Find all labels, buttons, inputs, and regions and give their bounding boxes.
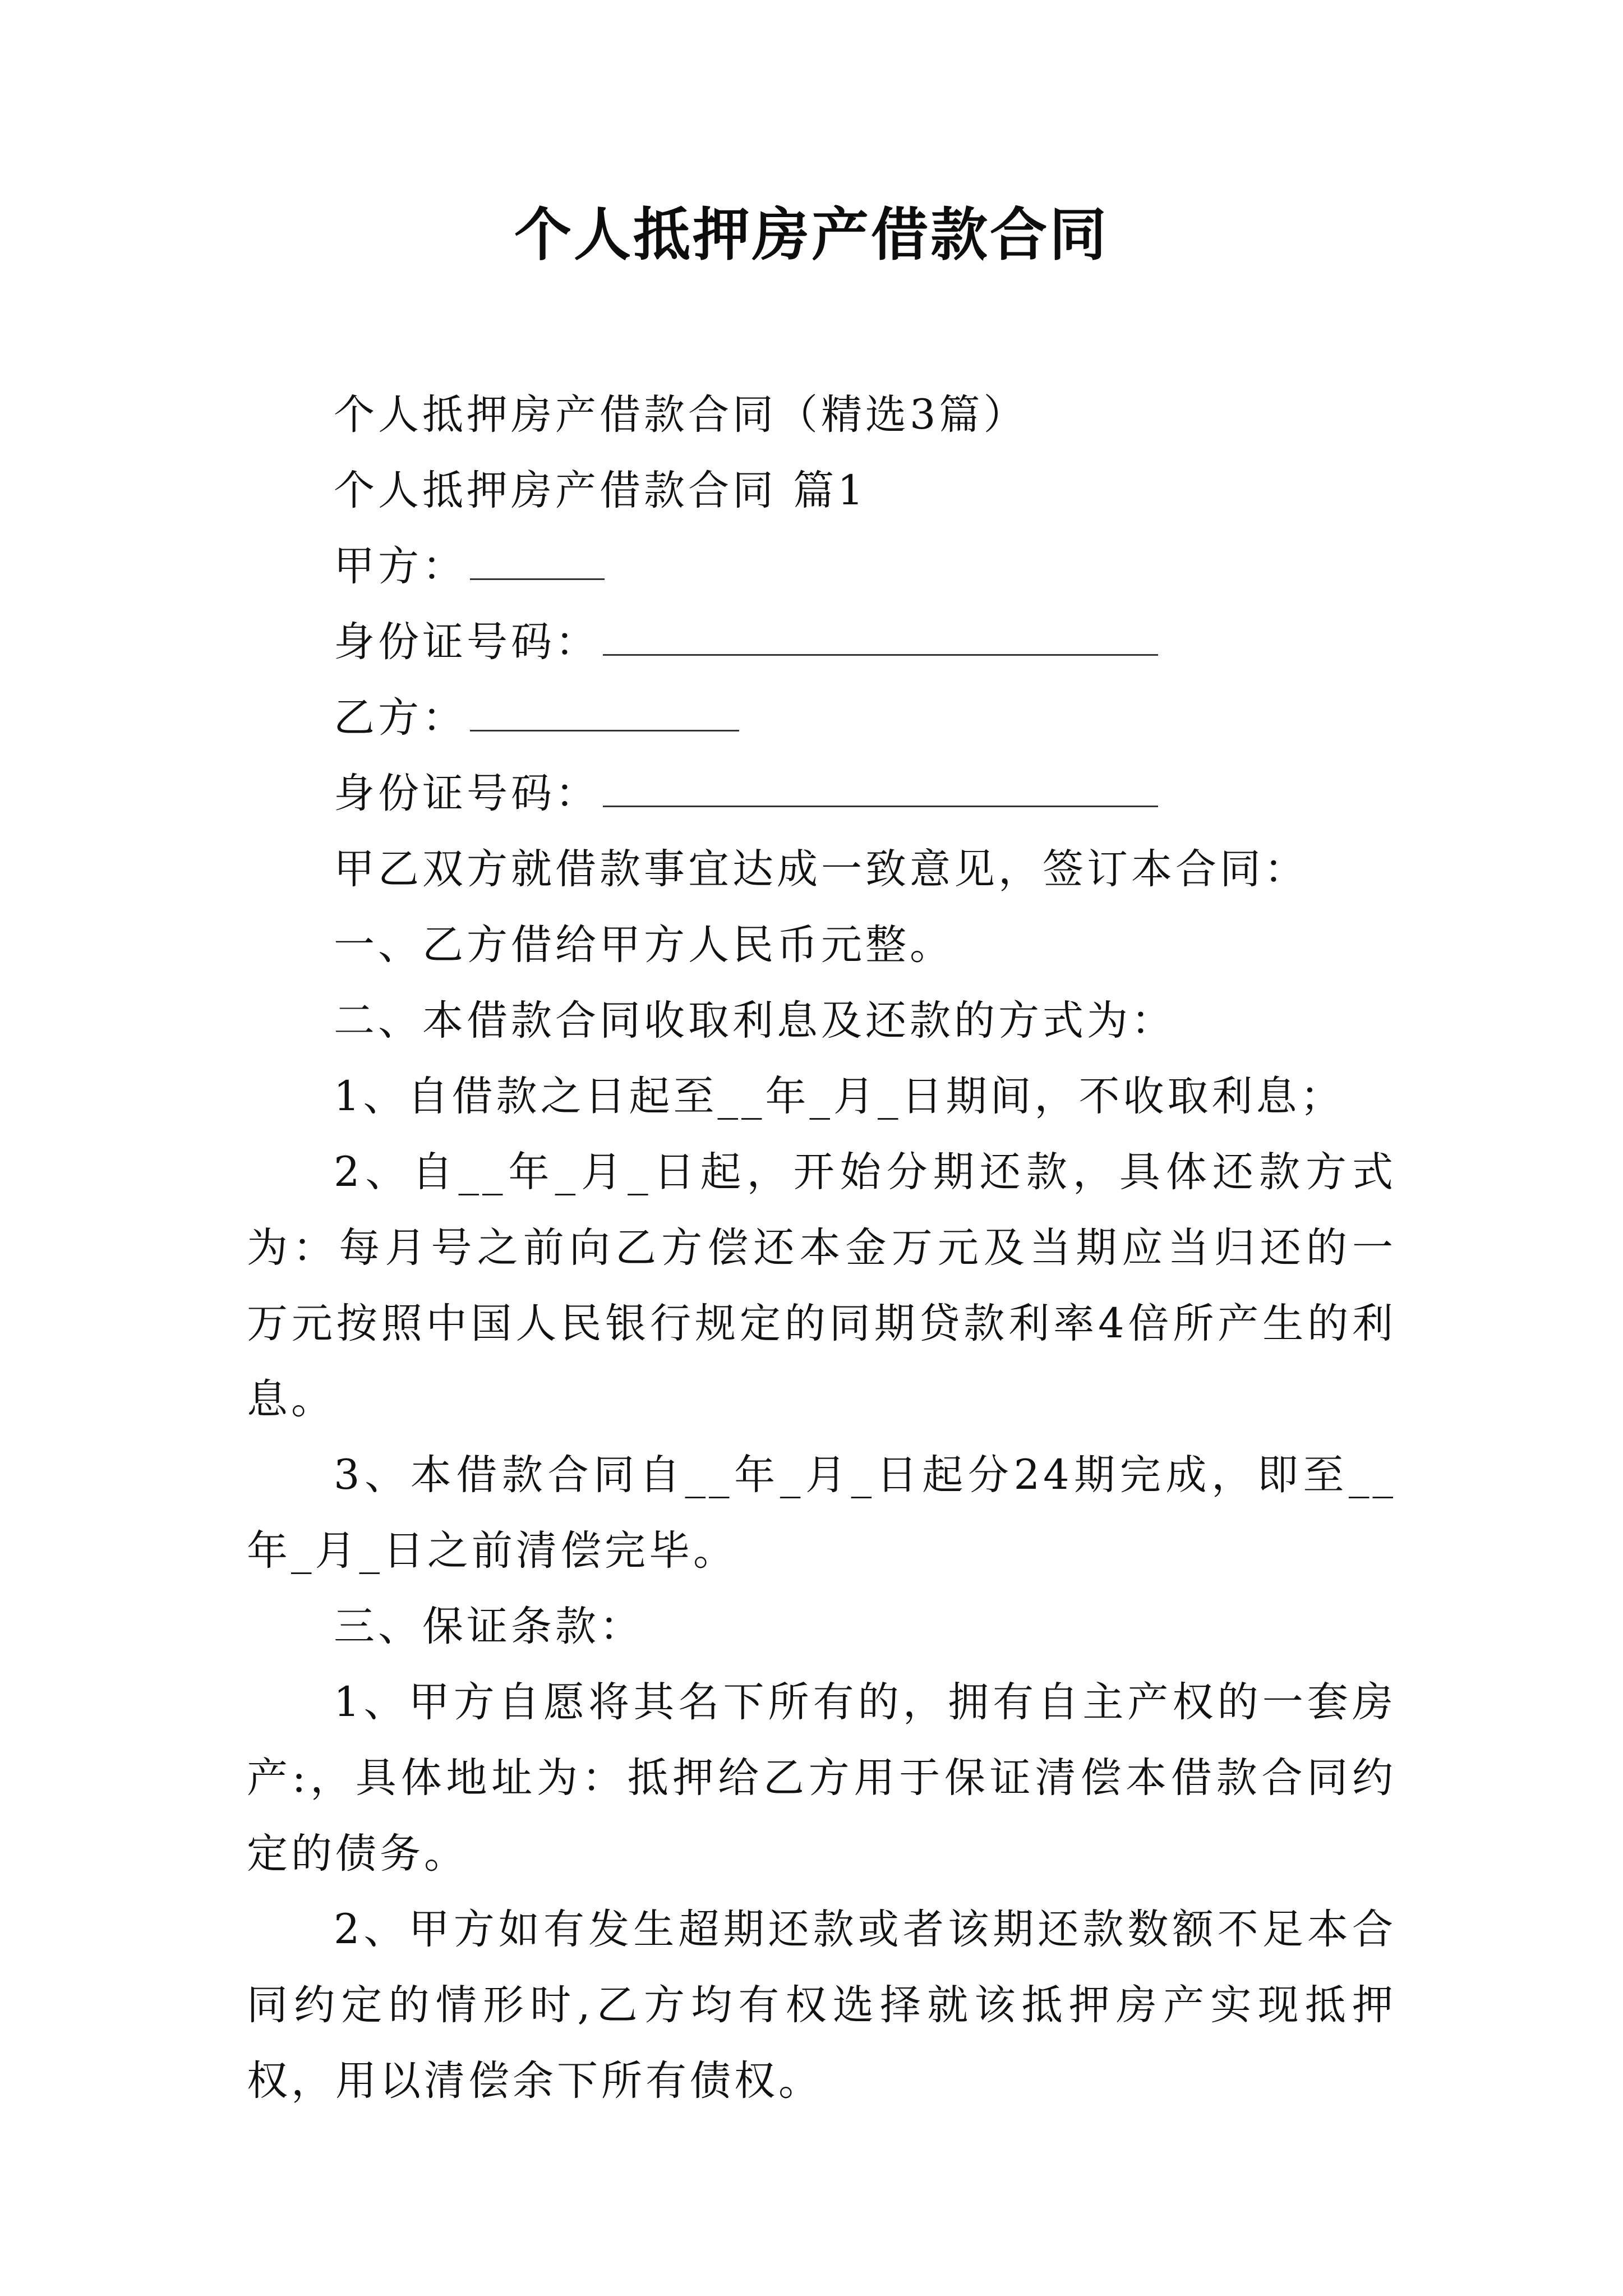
party-b-blank <box>470 696 739 731</box>
clause-3-2: 2、甲方如有发生超期还款或者该期还款数额不足本合同约定的情形时,乙方均有权选择就该抵押房产实现抵押权，用以清偿余下所有债权。 <box>247 1906 1396 2105</box>
clause-2-3: 3、本借款合同自__年_月_日起分24期完成，即至__年_月_日之前清偿完毕。 <box>247 1451 1396 1575</box>
party-b-id-blank <box>603 772 1158 807</box>
party-b-label: 乙方： <box>334 694 467 742</box>
party-a-line <box>247 528 1396 604</box>
section-heading: 个人抵押房产借款合同 篇1 <box>334 467 867 514</box>
document-body <box>247 377 1396 2119</box>
clause-3: 三、保证条款： <box>334 1603 644 1650</box>
party-b-line <box>247 680 1396 756</box>
party-b-id-label: 身份证号码： <box>334 770 600 817</box>
clause-2: 二、本借款合同收取利息及还款的方式为： <box>334 997 1175 1045</box>
party-a-id-label: 身份证号码： <box>334 618 600 666</box>
party-b-id-line <box>247 756 1396 831</box>
clause-2-1: 1、自借款之日起至__年_月_日期间，不收取利息； <box>334 1073 1345 1120</box>
party-a-id-blank <box>603 620 1158 656</box>
clause-2-2: 2、自__年_月_日起，开始分期还款，具体还款方式为：每月号之前向乙方偿还本金万元及当期应当归还的一万元按照中国人民银行规定的同期贷款利率4倍所产生的利息。 <box>247 1148 1396 1423</box>
party-a-id-line <box>247 604 1396 680</box>
party-a-label: 甲方： <box>334 542 467 590</box>
intro-paragraph: 甲乙双方就借款事宜达成一致意见，签订本合同： <box>334 845 1308 893</box>
document-title: 个人抵押房产借款合同 <box>514 202 1109 269</box>
clause-1: 一、乙方借给甲方人民币元整。 <box>334 921 954 969</box>
party-a-blank <box>470 545 605 580</box>
subtitle: 个人抵押房产借款合同（精选3篇） <box>334 391 1028 439</box>
clause-3-1: 1、甲方自愿将其名下所有的，拥有自主产权的一套房产:，具体地址为：抵押给乙方用于保证清偿本借款合同约定的债务。 <box>247 1678 1396 1878</box>
